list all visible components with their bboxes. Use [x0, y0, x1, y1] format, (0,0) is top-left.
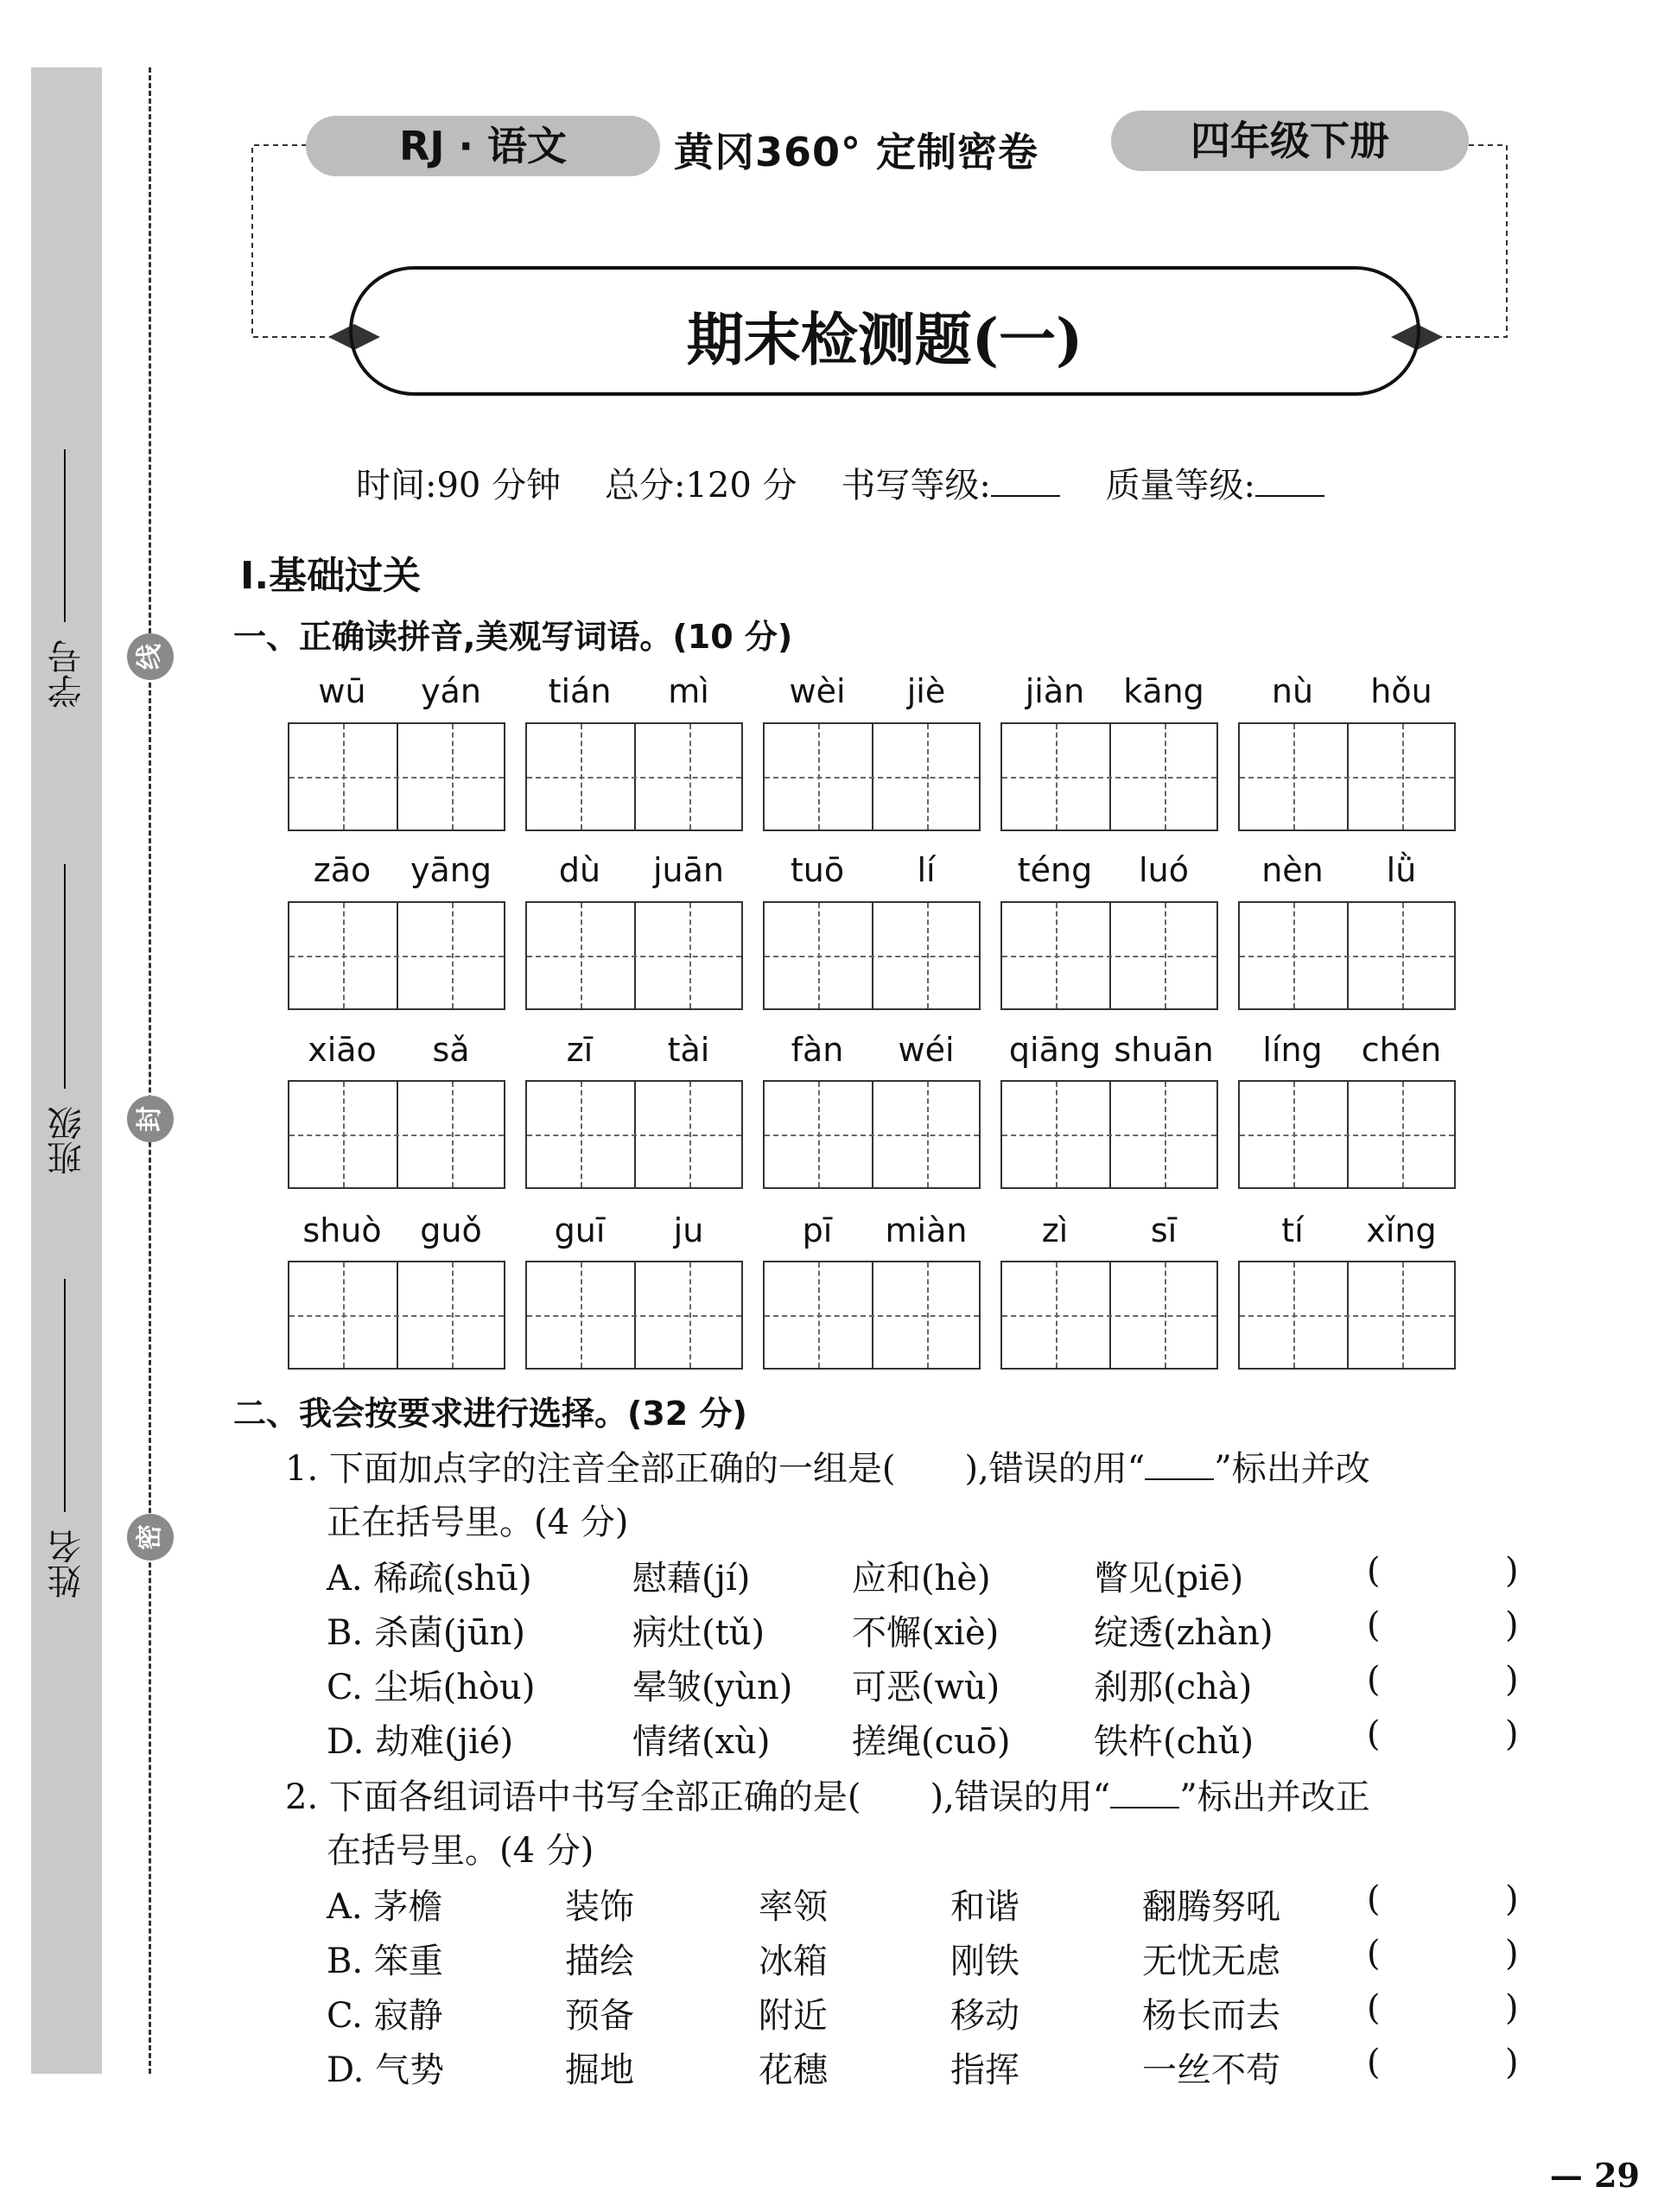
option-item: 移动	[950, 1996, 1019, 2036]
writing-box[interactable]	[525, 1080, 743, 1189]
pinyin-label: pī	[802, 1211, 833, 1249]
pinyin-label: zì	[1041, 1211, 1069, 1249]
answer-paren-close: )	[1505, 1605, 1519, 1645]
subject-pill: RJ · 语文	[306, 116, 660, 176]
option-item: 附近	[759, 1996, 828, 2036]
pinyin-label: mì	[668, 672, 709, 710]
sub-question-1-prompt: 1. 下面加点字的注音全部正确的一组是( ),错误的用“ ”标出并改	[285, 1449, 1370, 1489]
pinyin-label: wèi	[789, 672, 846, 710]
option-item: 冰箱	[759, 1942, 828, 1981]
option-item: C. 寂静	[327, 1996, 443, 2036]
brand-title: 黄冈360° 定制密卷	[674, 129, 1039, 175]
answer-paren-open[interactable]: (	[1367, 1988, 1381, 2028]
option-item: 描绘	[565, 1942, 634, 1981]
option-item: B. 杀菌(jūn)	[327, 1613, 525, 1653]
option-item: D. 气势	[327, 2050, 445, 2090]
answer-paren-open[interactable]: (	[1367, 1879, 1381, 1919]
sub-question-2-prompt-cont: 在括号里。(4 分)	[327, 1831, 594, 1871]
pinyin-label: shuò	[302, 1211, 382, 1249]
pinyin-label: chén	[1361, 1031, 1442, 1069]
answer-paren-open[interactable]: (	[1367, 1551, 1381, 1591]
writing-box[interactable]	[288, 1261, 505, 1370]
option-item: 慰藉(jí)	[632, 1559, 751, 1599]
pinyin-label: guī	[554, 1211, 606, 1249]
pinyin-label: tián	[548, 672, 612, 710]
writing-box[interactable]	[763, 722, 981, 831]
option-item: 搓绳(cuō)	[852, 1722, 1011, 1762]
option-item: 晕皱(yùn)	[632, 1668, 793, 1707]
answer-paren-open[interactable]: (	[1367, 1605, 1381, 1645]
answer-paren-open[interactable]: (	[1367, 1934, 1381, 1974]
option-item: 可恶(wù)	[852, 1668, 1000, 1707]
writing-box[interactable]	[1238, 1080, 1456, 1189]
pinyin-label: jiè	[906, 672, 946, 710]
pinyin-label: zāo	[313, 851, 372, 889]
pinyin-label: ju	[673, 1211, 704, 1249]
pinyin-label: juān	[652, 851, 724, 889]
exam-total: 总分:120 分	[604, 466, 797, 505]
pinyin-label: fàn	[791, 1031, 844, 1069]
writing-box[interactable]	[1238, 901, 1456, 1010]
option-item: 应和(hè)	[852, 1559, 991, 1599]
answer-paren-close: )	[1505, 1988, 1519, 2028]
option-item: 刹那(chà)	[1094, 1668, 1253, 1707]
name-label: 姓名	[47, 1529, 87, 1599]
seal-line-mark: 线	[127, 633, 174, 680]
option-item: 铁杵(chǔ)	[1094, 1722, 1254, 1762]
option-item: 病灶(tǔ)	[632, 1613, 765, 1653]
pinyin-label: lí	[917, 851, 936, 889]
pinyin-label: wéi	[898, 1031, 955, 1069]
answer-paren-open[interactable]: (	[1367, 2043, 1381, 2082]
writing-grade-blank[interactable]	[991, 495, 1060, 497]
answer-paren-close: )	[1505, 1879, 1519, 1919]
pinyin-label: yāng	[410, 851, 492, 889]
option-item: 率领	[759, 1887, 828, 1927]
pinyin-label: tí	[1281, 1211, 1304, 1249]
sub-question-1-prompt-cont: 正在括号里。(4 分)	[327, 1503, 629, 1542]
answer-paren-close: )	[1505, 1660, 1519, 1700]
answer-paren-close: )	[1505, 1714, 1519, 1754]
writing-box[interactable]	[1238, 722, 1456, 831]
writing-box[interactable]	[1000, 901, 1218, 1010]
page-title: 期末检测题(一)	[686, 306, 1083, 373]
option-item: 刚铁	[950, 1942, 1019, 1981]
option-item: 花穗	[759, 2050, 828, 2090]
writing-box[interactable]	[763, 1261, 981, 1370]
answer-paren-close: )	[1505, 1551, 1519, 1591]
option-item: 装饰	[565, 1887, 634, 1927]
option-item: 翻腾努吼	[1142, 1887, 1280, 1927]
pinyin-label: yán	[421, 672, 481, 710]
option-item: B. 笨重	[327, 1942, 443, 1981]
option-item: A. 稀疏(shū)	[327, 1559, 532, 1599]
pinyin-label: shuān	[1114, 1031, 1214, 1069]
question-two-title: 二、我会按要求进行选择。(32 分)	[233, 1395, 747, 1433]
pinyin-label: xiāo	[308, 1031, 377, 1069]
name-line	[64, 1279, 66, 1512]
writing-box[interactable]	[1000, 722, 1218, 831]
pinyin-label: sī	[1150, 1211, 1178, 1249]
pinyin-label: jiàn	[1025, 672, 1085, 710]
writing-box[interactable]	[525, 722, 743, 831]
option-item: 绽透(zhàn)	[1094, 1613, 1273, 1653]
pinyin-label: nù	[1271, 672, 1314, 710]
pinyin-label: zī	[566, 1031, 594, 1069]
option-item: 掘地	[565, 2050, 634, 2090]
option-item: 杨长而去	[1142, 1996, 1280, 2036]
seal-secret-mark: 密	[127, 1514, 174, 1560]
option-item: 不懈(xiè)	[852, 1613, 1000, 1653]
option-item: 指挥	[950, 2050, 1019, 2090]
pinyin-label: tài	[667, 1031, 710, 1069]
pinyin-label: miàn	[885, 1211, 968, 1249]
writing-box[interactable]	[288, 722, 505, 831]
quality-grade-blank[interactable]	[1255, 495, 1324, 497]
writing-box[interactable]	[525, 901, 743, 1010]
pinyin-label: lǜ	[1386, 851, 1417, 889]
pinyin-label: dù	[558, 851, 601, 889]
writing-box[interactable]	[288, 901, 505, 1010]
option-item: 和谐	[950, 1887, 1019, 1927]
class-line	[64, 864, 66, 1089]
writing-box[interactable]	[1000, 1080, 1218, 1189]
question-one-title: 一、正确读拼音,美观写词语。(10 分)	[233, 618, 793, 656]
pinyin-label: luó	[1139, 851, 1189, 889]
quality-grade-label: 质量等级:	[1105, 466, 1256, 505]
option-item: 一丝不苟	[1142, 2050, 1280, 2090]
pinyin-label: líng	[1262, 1031, 1323, 1069]
pinyin-label: qiāng	[1008, 1031, 1102, 1069]
pinyin-label: téng	[1017, 851, 1093, 889]
answer-paren-close: )	[1505, 1934, 1519, 1974]
sub-question-2-prompt: 2. 下面各组词语中书写全部正确的是( ),错误的用“ ”标出并改正	[285, 1777, 1370, 1817]
pinyin-label: hǒu	[1370, 672, 1432, 710]
exam-info	[356, 458, 1359, 507]
pinyin-label: kāng	[1123, 672, 1204, 710]
option-item: 瞥见(piē)	[1094, 1559, 1244, 1599]
pinyin-label: guǒ	[420, 1211, 482, 1249]
writing-box[interactable]	[288, 1080, 505, 1189]
pinyin-label: xǐng	[1366, 1211, 1437, 1249]
pinyin-label: tuō	[790, 851, 845, 889]
pinyin-label: sǎ	[432, 1031, 470, 1069]
answer-paren-open[interactable]: (	[1367, 1714, 1381, 1754]
page-number: — 29	[1549, 2156, 1640, 2195]
answer-paren-close: )	[1505, 2043, 1519, 2082]
writing-grade-label: 书写等级:	[841, 466, 991, 505]
grade-pill: 四年级下册	[1111, 111, 1469, 171]
student-id-label: 学号	[47, 639, 87, 709]
exam-time: 时间:90 分钟	[356, 466, 562, 505]
writing-box[interactable]	[763, 901, 981, 1010]
part-one-heading: Ⅰ.基础过关	[240, 554, 422, 598]
option-item: D. 劫难(jié)	[327, 1722, 514, 1762]
pinyin-label: wū	[318, 672, 366, 710]
writing-box[interactable]	[1238, 1261, 1456, 1370]
writing-box[interactable]	[763, 1080, 981, 1189]
writing-box[interactable]	[525, 1261, 743, 1370]
class-label: 班级	[47, 1106, 87, 1175]
option-item: 情绪(xù)	[632, 1722, 771, 1762]
option-item: 预备	[565, 1996, 634, 2036]
seal-seal-mark: 封	[127, 1096, 174, 1142]
option-item: C. 尘垢(hòu)	[327, 1668, 536, 1707]
option-item: A. 茅檐	[327, 1887, 443, 1927]
option-item: 无忧无虑	[1142, 1942, 1280, 1981]
writing-box[interactable]	[1000, 1261, 1218, 1370]
student-id-line	[64, 449, 66, 622]
answer-paren-open[interactable]: (	[1367, 1660, 1381, 1700]
pinyin-label: nèn	[1261, 851, 1324, 889]
